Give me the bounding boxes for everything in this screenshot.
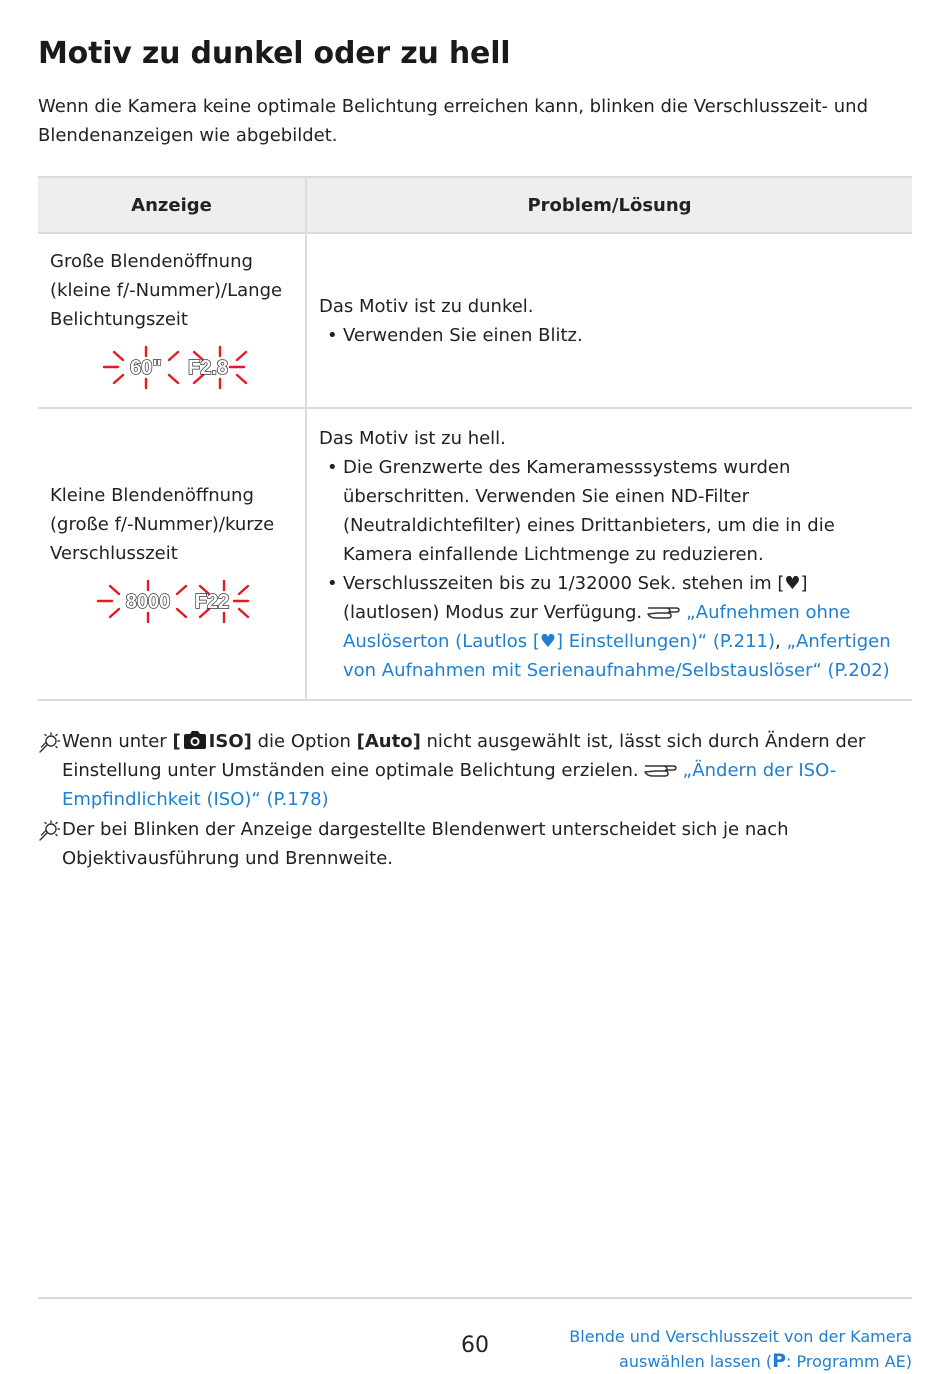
solution-bullet: • Verwenden Sie einen Blitz. [319,321,894,350]
chapter-line-2-text[interactable]: auswählen lassen ( [619,1352,773,1371]
link-sequential-shooting[interactable]: „Anfertigen von Aufnahmen mit Serienaufnahme/Selbstauslöser“ (P.202) [343,630,891,681]
tip-lightbulb-icon [38,820,60,842]
shutter-readout: 60" [130,357,162,379]
aperture-readout: F22 [194,590,230,613]
tip-note [38,815,918,873]
display-cell [38,408,306,700]
blinking-display-icon [50,574,250,628]
exposure-table [38,176,912,701]
header-problem-loesung: Problem/Lösung [306,177,912,233]
display-cell [38,233,306,408]
page-number: 60 [461,1333,489,1358]
camera-icon [182,730,208,750]
link-separator: , [775,630,787,652]
blinking-display-icon [50,340,250,394]
chapter-link[interactable] [569,1325,912,1374]
footer-divider [38,1297,912,1299]
link-iso-sensitivity[interactable]: „Ändern der ISO-Empfindlichkeit (ISO)“ (P.178) [62,760,837,810]
table-row [38,233,912,408]
table-header-row [38,177,912,233]
solution-cell [306,233,912,408]
link-silent-shooting[interactable]: „Aufnehmen ohne Auslöserton (Lautlos [♥] Einstellungen)“ (P.211) [343,601,851,652]
intro-paragraph: Wenn die Kamera keine optimale Belichtung erreichen kann, blinken die Verschlusszeit- und Blendenanzeigen wie abgebildet. [38,96,868,146]
chapter-line-2[interactable] [569,1349,912,1374]
chapter-line-1[interactable]: Blende und Verschlusszeit von der Kamera [569,1327,912,1346]
reference-hand-icon [646,603,680,621]
tip-note [38,727,918,814]
program-mode-p[interactable]: P [772,1350,787,1372]
aperture-readout: F2.8 [187,357,229,379]
note-text: Wenn unter [62,731,173,752]
solution-cell [306,408,912,700]
menu-path-iso: ISO] [208,731,252,752]
tip-lightbulb-icon [38,732,60,754]
display-caption: Große Blendenöffnung (kleine f/-Nummer)/Lange Belichtungszeit [50,251,283,330]
header-anzeige: Anzeige [38,177,306,233]
menu-path-bracket: [ [172,731,181,752]
display-caption: Kleine Blendenöffnung (große f/-Nummer)/kurze Verschlusszeit [50,484,275,564]
problem-text: Das Motiv ist zu hell. [319,427,506,449]
note-text: nicht ausgewählt ist, lässt sich durch Ändern der Einstellung unter Umständen eine optimale Belichtung erzielen. [62,731,866,781]
notes-section [38,727,918,874]
reference-hand-icon [643,761,677,779]
solution-bullet: • Die Grenzwerte des Kameramesssystems wurden überschritten. Verwenden Sie einen ND-Filter (Neutraldichtefilter) eines Drittanbieters, um die in die Kamera einfallende Lichtmenge zu reduzieren. [319,453,894,569]
note-text: die Option [251,731,357,752]
problem-text: Das Motiv ist zu dunkel. [319,295,534,317]
silent-mode-text: Verschlusszeiten bis zu 1/32000 Sek. stehen im [♥] (lautlosen) Modus zur Verfügung. [343,572,808,623]
page-title: Motiv zu dunkel oder zu hell [38,36,511,71]
table-row [38,408,912,700]
chapter-line-2-suffix[interactable]: : Programm AE) [786,1352,912,1371]
note-text: Der bei Blinken der Anzeige dargestellte Blendenwert unterscheidet sich je nach Objektivausführung und Brennweite. [62,819,789,869]
shutter-readout: 8000 [125,590,171,613]
option-auto: [Auto] [356,731,421,752]
solution-bullet [319,569,894,685]
